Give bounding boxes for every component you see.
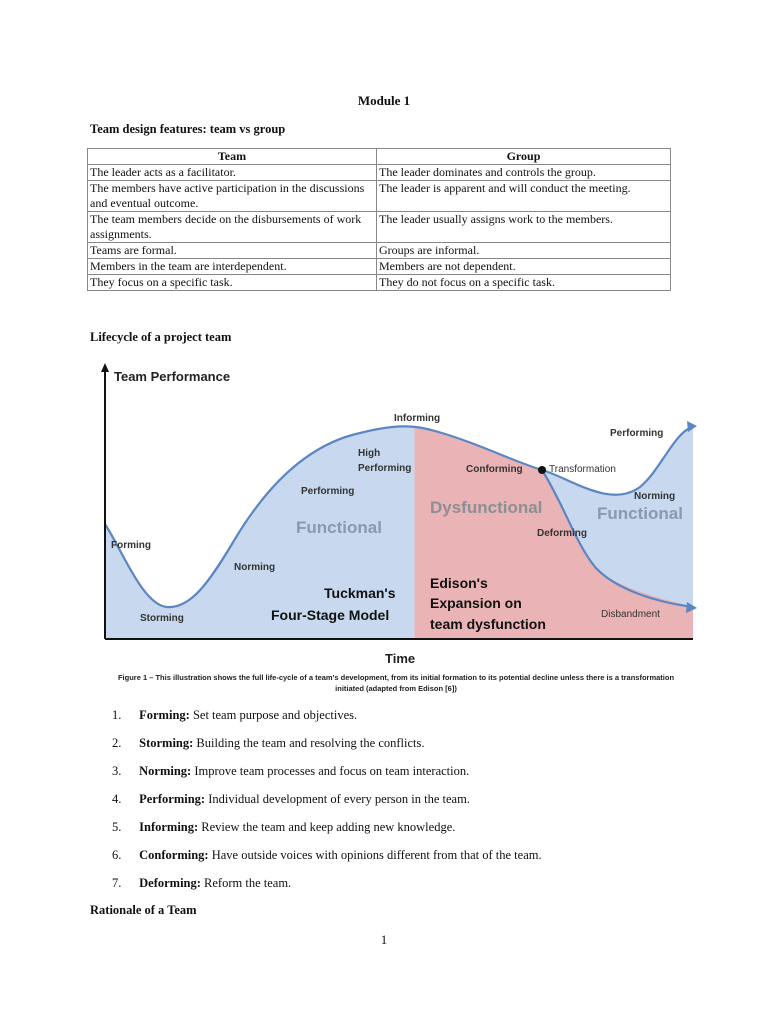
label-performing-2: Performing: [610, 428, 664, 439]
label-forming: Forming: [111, 540, 151, 551]
model-label-edison-1: Edison's: [430, 575, 488, 591]
figure-caption: [100, 672, 692, 694]
table-row: [88, 275, 671, 291]
label-deforming: Deforming: [537, 528, 587, 539]
list-number: 1.: [112, 708, 122, 722]
table-cell: Teams are formal.: [88, 243, 377, 259]
table-cell: The leader is apparent and will conduct the meeting.: [377, 181, 671, 212]
table-cell: The leader usually assigns work to the members.: [377, 212, 671, 243]
y-axis-arrowhead: [101, 363, 109, 372]
table-cell: The leader acts as a facilitator.: [88, 165, 377, 181]
table-header-team: Team: [88, 149, 377, 165]
step-term: Informing:: [139, 820, 199, 834]
table-cell: The team members decide on the disbursements of work assignments.: [88, 212, 377, 243]
list-number: 4.: [112, 792, 122, 806]
step-description: Reform the team.: [204, 876, 292, 890]
region-label-dysfunctional: Dysfunctional: [430, 498, 543, 517]
model-label-tuckman-2: Four-Stage Model: [271, 607, 390, 623]
label-performing: Performing: [301, 486, 355, 497]
model-label-edison-3: team dysfunction: [430, 616, 546, 632]
model-label-edison-2: Expansion on: [430, 595, 522, 611]
section-heading-lifecycle: Lifecycle of a project team: [90, 330, 232, 344]
list-number: 3.: [112, 764, 122, 778]
table-row: [88, 259, 671, 275]
label-storming: Storming: [140, 613, 184, 624]
list-item: [90, 734, 542, 762]
table-row: [88, 165, 671, 181]
label-informing: Informing: [394, 413, 441, 424]
table-row: [88, 212, 671, 243]
step-term: Performing:: [139, 792, 206, 806]
step-term: Storming:: [139, 736, 194, 750]
section-heading-team-vs-group: Team design features: team vs group: [90, 122, 286, 136]
figure-caption-line-1: Figure 1 – This illustration shows the full life-cycle of a team's development, from its initial formation to its potential decline unless there is a transformation: [117, 673, 675, 682]
step-description: Review the team and keep adding new knowledge.: [201, 820, 456, 834]
step-description: Set team purpose and objectives.: [192, 708, 358, 722]
table-header-group: Group: [377, 149, 671, 165]
label-norming-2: Norming: [634, 491, 676, 502]
x-axis-label: Time: [385, 651, 416, 666]
model-label-tuckman-1: Tuckman's: [324, 585, 396, 601]
step-description: Improve team processes and focus on team interaction.: [194, 764, 470, 778]
y-axis-label: Team Performance: [114, 369, 231, 384]
region-label-functional-2: Functional: [597, 504, 683, 523]
table-cell: The leader dominates and controls the group.: [377, 165, 671, 181]
step-term: Forming:: [139, 708, 190, 722]
step-description: Building the team and resolving the conflicts.: [196, 736, 425, 750]
list-item: [90, 874, 542, 902]
list-item: [90, 818, 542, 846]
step-term: Conforming:: [139, 848, 209, 862]
table-row: [88, 181, 671, 212]
table-row: [88, 243, 671, 259]
transformation-point: [538, 466, 546, 474]
step-term: Deforming:: [139, 876, 201, 890]
step-description: Individual development of every person in the team.: [208, 792, 470, 806]
figure-caption-line-2: initiated (adapted from Edison [6]): [335, 684, 457, 693]
table-cell: They do not focus on a specific task.: [377, 275, 671, 291]
list-item: [90, 762, 542, 790]
list-item: [90, 790, 542, 818]
page-number: 1: [380, 932, 388, 947]
list-item: [90, 846, 542, 874]
table-header-row: [88, 149, 671, 165]
team-vs-group-table: [87, 148, 671, 291]
region-label-functional: Functional: [296, 518, 382, 537]
list-number: 2.: [112, 736, 122, 750]
label-high: High: [358, 448, 381, 459]
label-norming: Norming: [234, 562, 276, 573]
label-high-performing: Performing: [358, 463, 412, 474]
module-title: Module 1: [357, 93, 411, 108]
label-disbandment: Disbandment: [601, 609, 660, 620]
table-cell: The members have active participation in the discussions and eventual outcome.: [88, 181, 377, 212]
table-cell: They focus on a specific task.: [88, 275, 377, 291]
list-number: 5.: [112, 820, 122, 834]
list-number: 7.: [112, 876, 122, 890]
table-cell: Members in the team are interdependent.: [88, 259, 377, 275]
list-number: 6.: [112, 848, 122, 862]
section-heading-rationale: Rationale of a Team: [90, 903, 197, 917]
label-conforming: Conforming: [466, 464, 523, 475]
list-item: [90, 706, 542, 734]
step-term: Norming:: [139, 764, 192, 778]
label-transformation: Transformation: [549, 464, 616, 475]
lifecycle-chart: [95, 357, 699, 669]
table-cell: Members are not dependent.: [377, 259, 671, 275]
table-cell: Groups are informal.: [377, 243, 671, 259]
step-description: Have outside voices with opinions different from that of the team.: [211, 848, 542, 862]
lifecycle-steps-list: [90, 706, 542, 902]
